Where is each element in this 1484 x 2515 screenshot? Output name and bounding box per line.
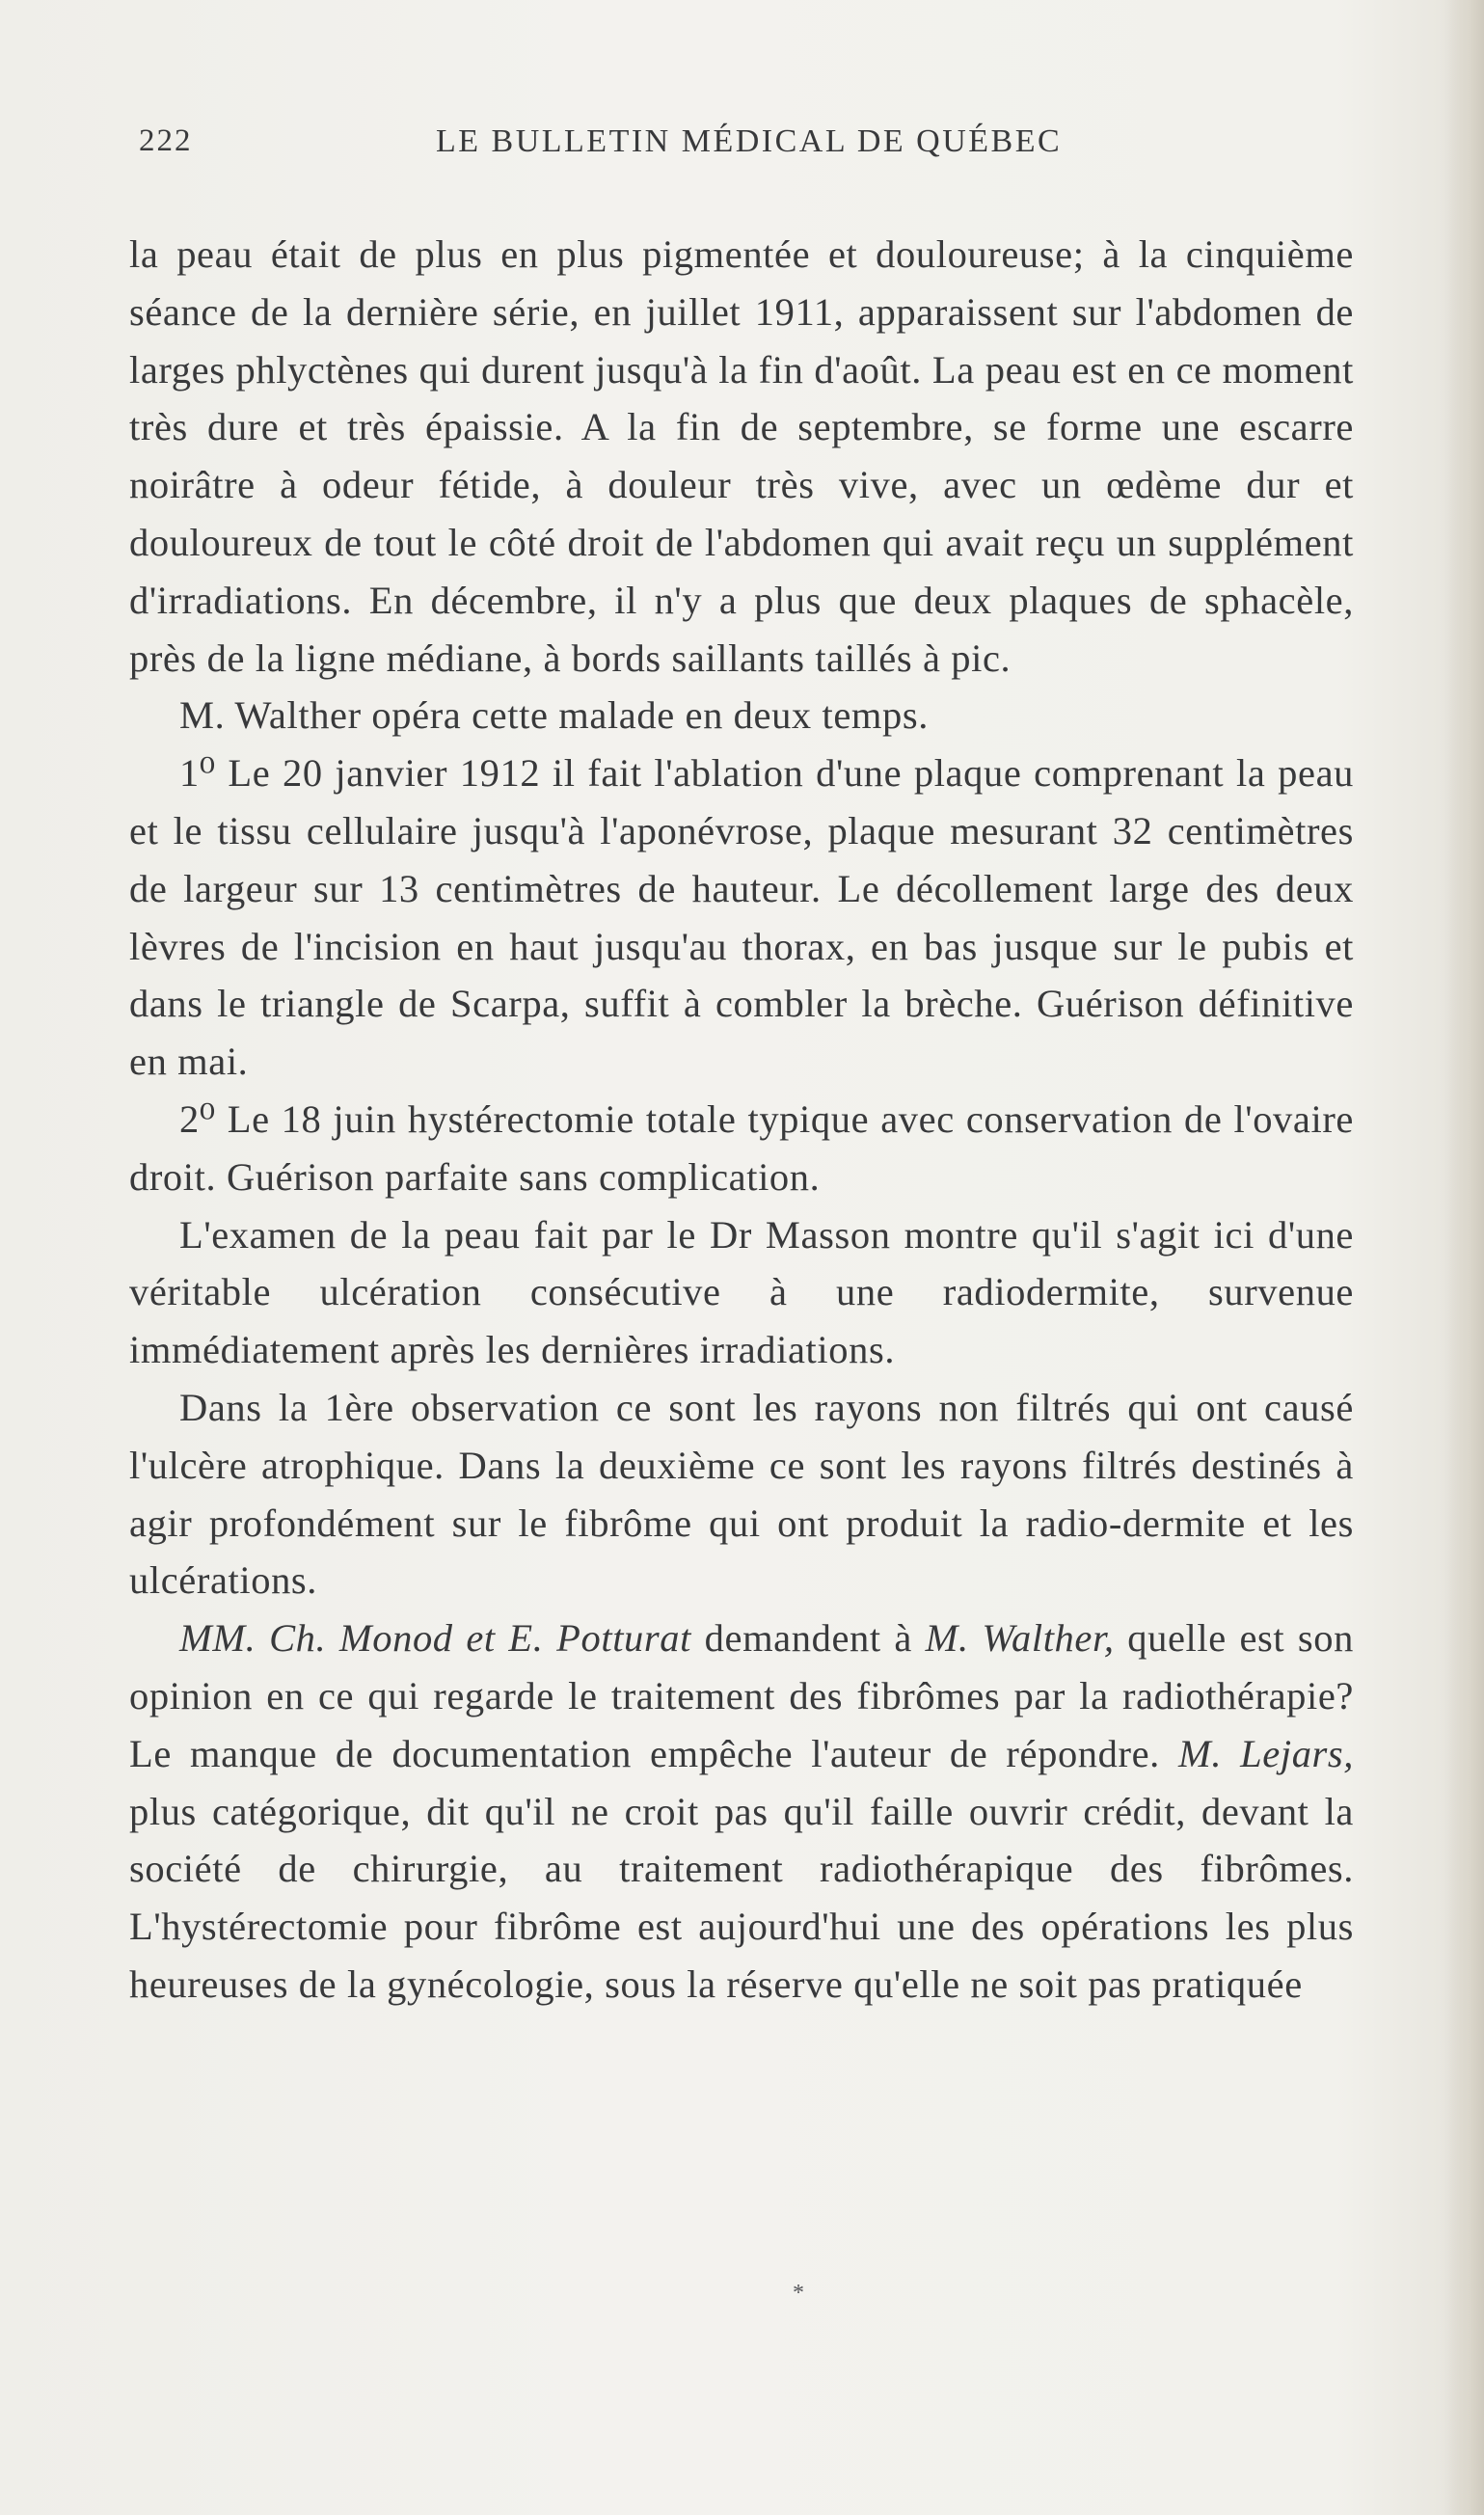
discussion-text-c: plus catégorique, dit qu'il ne croit pas qu'il faille ouvrir crédit, devant la société de chirurgie, au traitement radiothérapique des fibrômes. L'hystérectomie pour fibrôme est aujourd'hui une des opérations les plus heureuses de la gynécologie, sous la réserve qu'elle ne soit pas pratiquée	[129, 1789, 1354, 2006]
paragraph-continuation: la peau était de plus en plus pigmentée et douloureuse; à la cinquième séance de la dernière série, en juillet 1911, apparaissent sur l'abdomen de larges phlyctènes qui durent jusqu'à la fin d'août. La peau est en ce moment très dure et très épaissie. A la fin de septembre, se forme une escarre noirâtre à odeur fétide, à douleur très vive, avec un œdème dur et douloureux de tout le côté droit de l'abdomen qui avait reçu un supplément d'irradiations. En décembre, il n'y a plus que deux plaques de sphacèle, près de la ligne médiane, à bords saillants taillés à pic.	[129, 232, 1354, 680]
page-number: 222	[139, 123, 193, 158]
lejars-name: M. Lejars,	[1177, 1731, 1354, 1775]
journal-title: LE BULLETIN MÉDICAL DE QUÉBEC	[436, 123, 1063, 159]
paragraph-skin-exam: L'examen de la peau fait par le Dr Masson montre qu'il s'agit ici d'une véritable ulcération consécutive à une radiodermite, survenue immédiatement après les dernières irradiations.	[129, 1212, 1354, 1372]
walther-name: M. Walther,	[925, 1616, 1115, 1661]
body-text	[129, 226, 1354, 2014]
discussion-text-a: demandent à	[690, 1616, 926, 1661]
discussion-text-b: quelle est son opinion en ce qui regarde le traitement des fibrômes par la radiothérapie? Le manque de documentation empêche l'auteur de répondre.	[129, 1616, 1354, 1775]
paragraph-second-step: 2⁰ Le 18 juin hystérectomie totale typique avec conservation de l'ovaire droit. Guérison parfaite sans complication.	[129, 1096, 1354, 1199]
page-edge-shadow	[1447, 0, 1484, 2515]
paragraph-walther-operation: M. Walther opéra cette malade en deux temps.	[179, 693, 929, 738]
paragraph-discussion	[129, 1609, 1354, 2014]
paragraph-observations: Dans la 1ère observation ce sont les rayons non filtrés qui ont causé l'ulcère atrophique. Dans la deuxième ce sont les rayons filtrés destinés à agir profondément sur le fibrôme qui ont produit la radio-dermite et les ulcérations.	[129, 1385, 1354, 1603]
authors-names: MM. Ch. Monod et E. Potturat	[179, 1616, 691, 1661]
paragraph-first-step: 1⁰ Le 20 janvier 1912 il fait l'ablation d'une plaque comprenant la peau et le tissu cellulaire jusqu'à l'aponévrose, plaque mesurant 32 centimètres de largeur sur 13 centimètres de hauteur. Le décollement large des deux lèvres de l'incision en haut jusqu'au thorax, en bas jusque sur le pubis et dans le triangle de Scarpa, suffit à combler la brèche. Guérison définitive en mai.	[129, 751, 1354, 1084]
running-head	[139, 123, 1363, 172]
printer-mark: *	[793, 2281, 804, 2306]
